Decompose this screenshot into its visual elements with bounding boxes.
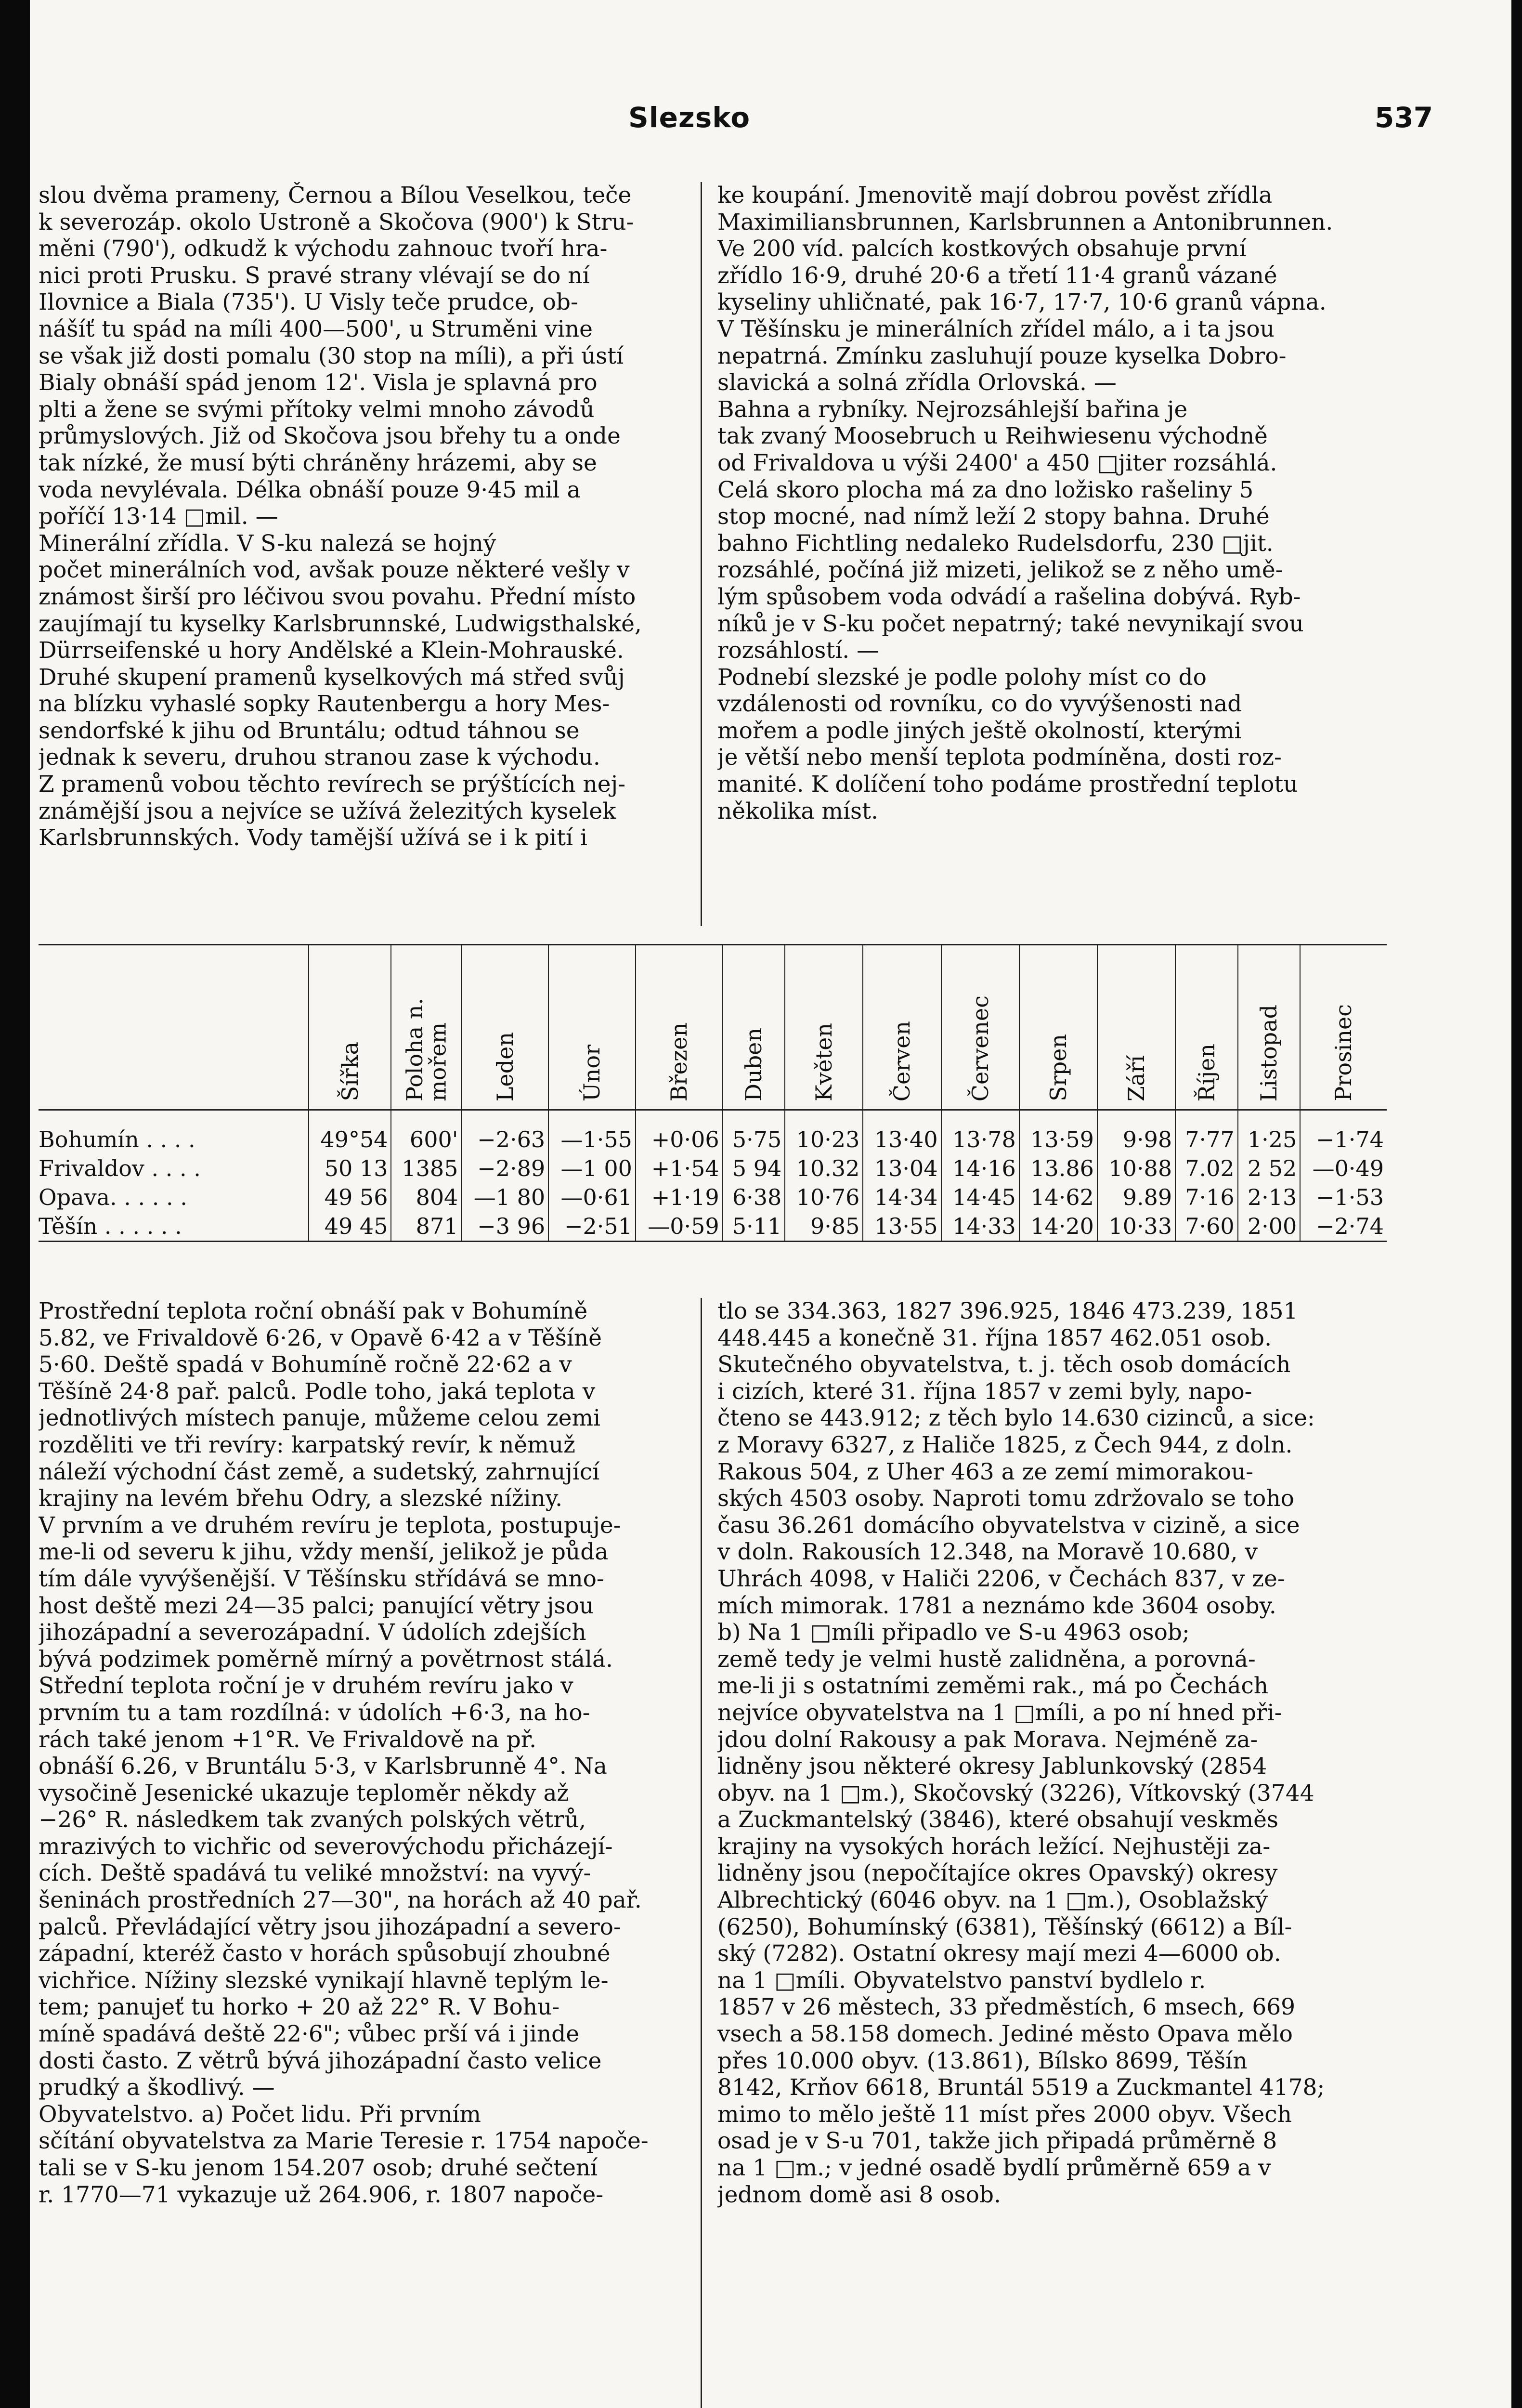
text-line: měni (790'), odkudž k východu zahnouc tvoří hra- xyxy=(39,236,608,262)
text-line: tím dále vyvýšenější. V Těšínsku střídává se mno- xyxy=(39,1565,604,1592)
place-name: Frivaldov . . . . xyxy=(39,1155,201,1181)
text-line: Karlsbrunnských. Vody tamější užívá se i k pití i xyxy=(39,824,588,851)
text-line: tali se v S-ku jenom 154.207 osob; druhé sečtení xyxy=(39,2155,598,2181)
table-cell: 7·16 xyxy=(1175,1183,1238,1212)
text-line: plti a žene se svými přítoky velmi mnoho závodů xyxy=(39,396,595,423)
table-cell: 1385 xyxy=(391,1154,461,1183)
text-line: tem; panujeť tu horko + 20 až 22° R. V Bohu- xyxy=(39,1994,560,2021)
table-cell: 804 xyxy=(391,1183,461,1212)
column-header-label: Duben xyxy=(741,1028,767,1101)
column-top-right xyxy=(717,182,1388,824)
column-header-label: Srpen xyxy=(1045,1034,1071,1101)
table-cell: 871 xyxy=(391,1212,461,1242)
text-line: vichřice. Nížiny slezské vynikají hlavně teplým le- xyxy=(39,1967,609,1994)
text-line: Celá skoro plocha má za dno ložisko rašeliny 5 xyxy=(717,476,1254,503)
table-cell: 14·33 xyxy=(941,1212,1019,1242)
text-line: rozděliti ve tři revíry: karpatský revír, k němuž xyxy=(39,1431,575,1458)
table-cell: −1·53 xyxy=(1300,1183,1387,1212)
text-line: na blízku vyhaslé sopky Rautenbergu a hory Mes- xyxy=(39,691,610,718)
table-cell: 14·45 xyxy=(941,1183,1019,1212)
table-cell: 50 13 xyxy=(309,1154,391,1183)
running-head: Slezsko xyxy=(628,101,751,134)
table-cell: 14·20 xyxy=(1019,1212,1097,1242)
table-cell: −1·74 xyxy=(1300,1110,1387,1154)
table-cell: −2·63 xyxy=(461,1110,548,1154)
text-line: 8142, Krňov 6618, Bruntál 5519 a Zuckmantel 4178; xyxy=(717,2074,1325,2101)
column-header-label: Březen xyxy=(666,1022,692,1101)
table-cell: 13·40 xyxy=(863,1110,941,1154)
text-line: Ve 200 víd. palcích kostkových obsahuje první xyxy=(717,236,1247,262)
table-cell: +1·54 xyxy=(636,1154,723,1183)
text-line: vzdálenosti od rovníku, co do vyvýšenosti nad xyxy=(717,691,1242,718)
text-line: Bialy obnáší spád jenom 12'. Visla je splavná pro xyxy=(39,369,598,396)
column-header xyxy=(636,945,723,1110)
text-line: dosti často. Z větrů bývá jihozápadní často velice xyxy=(39,2047,602,2074)
table-cell: 13.86 xyxy=(1019,1154,1097,1183)
column-header xyxy=(461,945,548,1110)
table-cell: 5·11 xyxy=(723,1212,785,1242)
text-line: krajiny na levém břehu Odry, a slezské nížiny. xyxy=(39,1485,563,1512)
text-line: od Frivaldova u výši 2400' a 450 □jiter rozsáhlá. xyxy=(717,449,1277,476)
column-header-label: Září xyxy=(1123,1055,1149,1101)
table-cell: +0·06 xyxy=(636,1110,723,1154)
table-cell: 2 52 xyxy=(1238,1154,1301,1183)
text-line: sendorfské k jihu od Bruntálu; odtud táhnou se xyxy=(39,717,580,744)
text-line: 5.82, ve Frivaldově 6·26, v Opavě 6·42 a v Těšíně xyxy=(39,1324,602,1351)
text-line: známost širší pro léčivou svou povahu. Přední místo xyxy=(39,583,636,610)
text-line: mích mimorak. 1781 a neznámo kde 3604 osoby. xyxy=(717,1592,1276,1619)
column-header xyxy=(309,945,391,1110)
text-line: mrazivých to vichřic od severovýchodu přicházejí- xyxy=(39,1833,613,1860)
table-cell: 14·62 xyxy=(1019,1183,1097,1212)
text-line: země tedy je velmi hustě zalidněna, a porovná- xyxy=(717,1646,1256,1673)
text-line: přes 10.000 obyv. (13.861), Bílsko 8699, Těšín xyxy=(717,2047,1248,2074)
text-line: (6250), Bohumínský (6381), Těšínský (6612) a Bíl- xyxy=(717,1913,1292,1940)
text-line: 448.445 a konečně 31. října 1857 462.051 osob. xyxy=(717,1324,1272,1351)
table-cell: 49 56 xyxy=(309,1183,391,1212)
text-line: prvním tu a tam rozdílná: v údolích +6·3, na ho- xyxy=(39,1699,590,1726)
text-line: zřídlo 16·9, druhé 20·6 a třetí 11·4 granů vázané xyxy=(717,262,1277,289)
column-header xyxy=(1175,945,1238,1110)
page-number: 537 xyxy=(1375,101,1433,134)
text-line: prudký a škodlivý. — xyxy=(39,2074,275,2101)
text-line: voda nevylévala. Délka obnáší pouze 9·45 mil a xyxy=(39,476,581,503)
text-line: V prvním a ve druhém revíru je teplota, postupuje- xyxy=(39,1512,621,1539)
text-line: 5·60. Deště spadá v Bohumíně ročně 22·62 a v xyxy=(39,1351,572,1378)
column-header xyxy=(1019,945,1097,1110)
text-line: slou dvěma prameny, Černou a Bílou Veselkou, teče xyxy=(39,182,632,209)
text-line: lidněny jsou (nepočítajíce okres Opavský) okresy xyxy=(717,1860,1278,1887)
text-line: Druhé skupení pramenů kyselkových má střed svůj xyxy=(39,664,625,691)
text-line: Ilovnice a Biala (735'). U Visly teče prudce, ob- xyxy=(39,289,578,316)
text-line: několika míst. xyxy=(717,798,878,824)
text-line: mimo to mělo ještě 11 míst přes 2000 obyv. Všech xyxy=(717,2101,1292,2128)
text-line: a Zuckmantelský (3846), které obsahují veskměs xyxy=(717,1806,1279,1833)
table-cell: —1 80 xyxy=(461,1183,548,1212)
table-cell: 9·85 xyxy=(785,1212,863,1242)
column-header xyxy=(1097,945,1175,1110)
table-cell: —0·61 xyxy=(548,1183,636,1212)
table-cell: −2·74 xyxy=(1300,1212,1387,1242)
column-divider-top xyxy=(701,182,702,926)
text-line: zaujímají tu kyselky Karlsbrunnské, Ludwigsthalské, xyxy=(39,610,642,637)
text-line: času 36.261 domácího obyvatelstva v cizině, a sice xyxy=(717,1512,1300,1539)
column-header xyxy=(1300,945,1387,1110)
column-header-label: Leden xyxy=(492,1032,518,1101)
table-cell: 49°54 xyxy=(309,1110,391,1154)
column-header xyxy=(391,945,461,1110)
text-line: Z pramenů vobou těchto revírech se prýštících nej- xyxy=(39,771,626,798)
text-line: ských 4503 osoby. Naproti tomu zdržovalo se toho xyxy=(717,1485,1294,1512)
scan-edge-left xyxy=(0,0,30,2408)
text-line: nici proti Prusku. S pravé strany vlévají se do ní xyxy=(39,262,590,289)
text-line: V Těšínsku je minerálních zřídel málo, a i ta jsou xyxy=(717,315,1275,342)
table-cell: —1 00 xyxy=(548,1154,636,1183)
table-cell: 14·16 xyxy=(941,1154,1019,1183)
text-line: jednom domě asi 8 osob. xyxy=(717,2181,1001,2208)
text-line: Skutečného obyvatelstva, t. j. těch osob domácích xyxy=(717,1351,1291,1378)
text-line: náleží východní část země, a sudetský, zahrnující xyxy=(39,1458,600,1485)
text-line: vysočině Jesenické ukazuje teploměr někdy až xyxy=(39,1780,569,1806)
column-bottom-right xyxy=(717,1298,1388,2208)
text-line: mořem a podle jiných ještě okolností, kterými xyxy=(717,717,1242,744)
text-line: Rakous 504, z Uher 463 a ze zemí mimorakou- xyxy=(717,1458,1254,1485)
table-cell: 9·98 xyxy=(1097,1110,1175,1154)
text-line: Střední teplota roční je v druhém revíru jako v xyxy=(39,1673,573,1700)
text-line: na 1 □m.; v jedné osadě bydlí průměrně 659 a v xyxy=(717,2155,1271,2181)
table-cell: 2·00 xyxy=(1238,1212,1301,1242)
table-cell: 5·75 xyxy=(723,1110,785,1154)
text-line: jednotlivých místech panuje, můžeme celou zemi xyxy=(39,1405,601,1432)
column-header xyxy=(941,945,1019,1110)
text-line: ský (7282). Ostatní okresy mají mezi 4—6000 ob. xyxy=(717,1940,1281,1967)
column-header xyxy=(548,945,636,1110)
table-cell: −3 96 xyxy=(461,1212,548,1242)
scan-edge-right xyxy=(1511,0,1522,2408)
table-cell: 10·23 xyxy=(785,1110,863,1154)
text-line: b) Na 1 □míli připadlo ve S-u 4963 osob; xyxy=(717,1619,1190,1646)
table-cell: 7.02 xyxy=(1175,1154,1238,1183)
text-line: míně spadává deště 22·6"; vůbec prší vá i jinde xyxy=(39,2021,580,2048)
table-cell: 6·38 xyxy=(723,1183,785,1212)
text-line: r. 1770—71 vykazuje už 264.906, r. 1807 napoče- xyxy=(39,2181,604,2208)
climate-table-body xyxy=(39,1110,1387,1242)
text-line: lým spůsobem voda odvádí a rašelina dobývá. Ryb- xyxy=(717,583,1301,610)
table-cell: 10·33 xyxy=(1097,1212,1175,1242)
text-line: Obyvatelstvo. a) Počet lidu. Při prvním xyxy=(39,2101,481,2128)
text-line: čteno se 443.912; z těch bylo 14.630 cizinců, a sice: xyxy=(717,1405,1315,1432)
text-line: kyseliny uhličnaté, pak 16·7, 17·7, 10·6 granů vápna. xyxy=(717,289,1327,316)
table-cell: 9.89 xyxy=(1097,1183,1175,1212)
table-row xyxy=(39,1110,1387,1154)
table-cell: —0·49 xyxy=(1300,1154,1387,1183)
text-line: Maximiliansbrunnen, Karlsbrunnen a Antonibrunnen. xyxy=(717,209,1333,236)
text-line: Bahna a rybníky. Nejrozsáhlejší bařina je xyxy=(717,396,1188,423)
text-line: bývá podzimek poměrně mírný a povětrnost stálá. xyxy=(39,1646,613,1673)
text-line: rozsáhlé, počíná již mizeti, jelikož se z něho umě- xyxy=(717,557,1283,584)
text-line: i cizích, které 31. října 1857 v zemi byly, napo- xyxy=(717,1378,1252,1405)
text-line: šeninách prostředních 27—30", na horách až 40 pař. xyxy=(39,1887,642,1914)
table-cell: —1·55 xyxy=(548,1110,636,1154)
column-header-label: Šířka xyxy=(337,1042,363,1101)
text-line: slavická a solná zřídla Orlovská. — xyxy=(717,369,1117,396)
text-line: jihozápadní a severozápadní. V údolích zdejších xyxy=(39,1619,586,1646)
place-header xyxy=(39,945,309,1110)
column-divider-bottom xyxy=(701,1298,702,2408)
text-line: rozsáhlostí. — xyxy=(717,637,880,664)
text-line: obyv. na 1 □m.), Skočovský (3226), Vítkovský (3744 xyxy=(717,1780,1314,1806)
column-header-label: Poloha n. mořem xyxy=(402,997,451,1101)
text-line: palců. Převládající větry jsou jihozápadní a severo- xyxy=(39,1913,621,1940)
climate-table xyxy=(39,944,1387,1242)
text-line: manité. K dolíčení toho podáme prostřední teplotu xyxy=(717,771,1298,798)
text-line: je větší nebo menší teplota podmíněna, dosti roz- xyxy=(717,744,1282,771)
text-line: Albrechtický (6046 obyv. na 1 □m.), Osoblažský xyxy=(717,1887,1268,1914)
text-line: níků je v S-ku počet nepatrný; také nevynikají svou xyxy=(717,610,1304,637)
text-line: Minerální zřídla. V S-ku nalezá se hojný xyxy=(39,530,496,557)
table-cell: 2·13 xyxy=(1238,1183,1301,1212)
text-line: tlo se 334.363, 1827 396.925, 1846 473.239, 1851 xyxy=(717,1298,1298,1324)
text-line: me-li od severu k jihu, vždy menší, jelikož je půda xyxy=(39,1539,609,1566)
text-line: −26° R. následkem tak zvaných polských větrů, xyxy=(39,1806,586,1833)
column-header xyxy=(1238,945,1301,1110)
table-row xyxy=(39,1154,1387,1183)
table-cell: −2·51 xyxy=(548,1212,636,1242)
place-name: Bohumín . . . . xyxy=(39,1126,195,1152)
table-cell: 7·60 xyxy=(1175,1212,1238,1242)
text-line: Dürrseifenské u hory Andělské a Klein-Mohrauské. xyxy=(39,637,624,664)
column-header xyxy=(785,945,863,1110)
text-line: nášíť tu spád na míli 400—500', u Struměni vine xyxy=(39,315,593,342)
text-line: host deště mezi 24—35 palci; panující větry jsou xyxy=(39,1592,594,1619)
text-line: jdou dolní Rakousy a pak Morava. Nejméně za- xyxy=(717,1726,1258,1753)
place-name: Těšín . . . . . . xyxy=(39,1212,309,1242)
text-line: počet minerálních vod, avšak pouze některé vešly v xyxy=(39,557,630,584)
text-line: průmyslových. Již od Skočova jsou břehy tu a onde xyxy=(39,423,621,450)
text-line: bahno Fichtling nedaleko Rudelsdorfu, 230 □jit. xyxy=(717,530,1274,557)
table-cell: 1·25 xyxy=(1238,1110,1301,1154)
text-line: Podnebí slezské je podle polohy míst co do xyxy=(717,664,1207,691)
table-cell: −2·89 xyxy=(461,1154,548,1183)
text-line: nejvíce obyvatelstva na 1 □míli, a po ní hned při- xyxy=(717,1699,1282,1726)
table-cell: 5 94 xyxy=(723,1154,785,1183)
table-cell: 7·77 xyxy=(1175,1110,1238,1154)
text-line: krajiny na vysokých horách ležící. Nejhustěji za- xyxy=(717,1833,1271,1860)
column-bottom-left xyxy=(39,1298,686,2208)
text-line: známější jsou a nejvíce se užívá železitých kyselek xyxy=(39,798,616,824)
text-line: stop mocné, nad nímž leží 2 stopy bahna. Druhé xyxy=(717,503,1270,530)
text-line: osad je v S-u 701, takže jich připadá průměrně 8 xyxy=(717,2128,1277,2155)
column-header-label: Říjen xyxy=(1193,1043,1220,1101)
text-line: nepatrná. Zmínku zasluhují pouze kyselka Dobro- xyxy=(717,342,1287,369)
table-cell: 10.32 xyxy=(785,1154,863,1183)
text-line: k severozáp. okolo Ustroně a Skočova (900') k Stru- xyxy=(39,209,634,236)
text-line: se však již dosti pomalu (30 stop na míli), a při ústí xyxy=(39,342,624,369)
table-cell: 14·34 xyxy=(863,1183,941,1212)
table-cell: 13·59 xyxy=(1019,1110,1097,1154)
text-line: Uhrách 4098, v Haliči 2206, v Čechách 837, v ze- xyxy=(717,1565,1285,1592)
table-cell: —0·59 xyxy=(636,1212,723,1242)
text-line: tak nízké, že musí býti chráněny hrázemi, aby se xyxy=(39,449,597,476)
text-line: na 1 □míli. Obyvatelstvo panství bydlelo r. xyxy=(717,1967,1206,1994)
table-cell: 10·88 xyxy=(1097,1154,1175,1183)
column-header-label: Prosinec xyxy=(1330,1004,1357,1101)
column-header-label: Únor xyxy=(579,1044,605,1101)
text-line: 1857 v 26 městech, 33 předměstích, 6 msech, 669 xyxy=(717,1994,1296,2021)
table-row xyxy=(39,1212,1387,1242)
text-line: v doln. Rakousích 12.348, na Moravě 10.680, v xyxy=(717,1539,1258,1566)
text-line: cích. Deště spadává tu veliké množství: na vyvý- xyxy=(39,1860,591,1887)
text-line: sčítání obyvatelstva za Marie Teresie r. 1754 napoče- xyxy=(39,2128,649,2155)
table-cell: 13·04 xyxy=(863,1154,941,1183)
text-line: Těšíně 24·8 pař. palců. Podle toho, jaká teplota v xyxy=(39,1378,596,1405)
table-cell: 10·76 xyxy=(785,1183,863,1212)
text-line: rách také jenom +1°R. Ve Frivaldově na př. xyxy=(39,1726,537,1753)
text-line: z Moravy 6327, z Haliče 1825, z Čech 944, z doln. xyxy=(717,1431,1293,1458)
column-header-label: Listopad xyxy=(1256,1004,1282,1101)
column-top-left xyxy=(39,182,686,851)
table-cell: 49 45 xyxy=(309,1212,391,1242)
place-name: Opava. . . . . . xyxy=(39,1184,187,1210)
column-header xyxy=(723,945,785,1110)
text-line: poříčí 13·14 □mil. — xyxy=(39,503,278,530)
column-header-label: Červenec xyxy=(967,995,993,1101)
table-cell: +1·19 xyxy=(636,1183,723,1212)
text-line: Prostřední teplota roční obnáší pak v Bohumíně xyxy=(39,1298,588,1324)
column-header xyxy=(863,945,941,1110)
text-line: obnáší 6.26, v Bruntálu 5·3, v Karlsbrunně 4°. Na xyxy=(39,1753,607,1780)
table-cell: 13·55 xyxy=(863,1212,941,1242)
text-line: lidněny jsou některé okresy Jablunkovský (2854 xyxy=(717,1753,1267,1780)
table-cell: 600' xyxy=(391,1110,461,1154)
table-row xyxy=(39,1183,1387,1212)
text-line: me-li ji s ostatními zeměmi rak., má po Čechách xyxy=(717,1673,1269,1700)
column-header-label: Červen xyxy=(889,1021,915,1101)
table-header-row xyxy=(39,945,1387,1110)
text-line: tak zvaný Moosebruch u Reihwiesenu východně xyxy=(717,423,1268,450)
text-line: vsech a 58.158 domech. Jediné město Opava mělo xyxy=(717,2021,1293,2048)
text-line: západní, kteréž často v horách spůsobují zhoubné xyxy=(39,1940,611,1967)
text-line: ke koupání. Jmenovitě mají dobrou pověst zřídla xyxy=(717,182,1273,209)
text-line: jednak k severu, druhou stranou zase k východu. xyxy=(39,744,600,771)
column-header-label: Květen xyxy=(811,1023,837,1101)
table-cell: 13·78 xyxy=(941,1110,1019,1154)
